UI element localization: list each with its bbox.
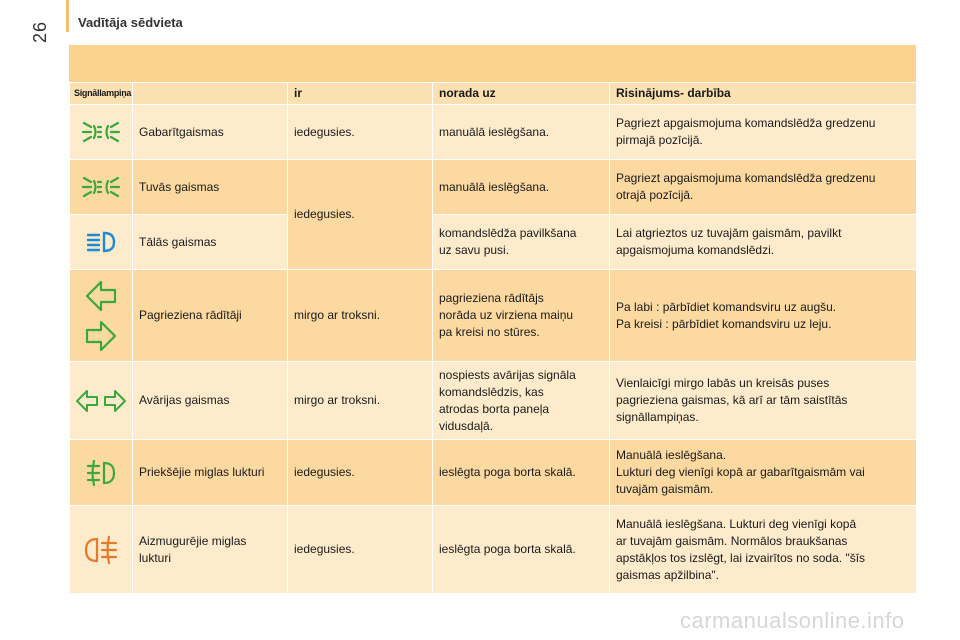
page-number: 26: [30, 20, 50, 43]
action-line: otrajā pozīcijā.: [616, 188, 694, 202]
header-meaning: norada uz: [433, 83, 610, 105]
row-meaning: [433, 270, 610, 362]
row-name: Tālās gaismas: [133, 215, 288, 270]
watermark: carmanualsonline.info: [680, 608, 905, 633]
row-name: Tuvās gaismas: [133, 160, 288, 215]
row-name: Gabarītgaismas: [133, 105, 288, 160]
row-state: iedegusies.: [288, 160, 433, 270]
row-action: [610, 440, 917, 506]
warning-lamp-table: [69, 82, 917, 594]
action-line: ar tuvajām gaismām. Normālos braukšanas: [616, 533, 848, 548]
row-action: [610, 160, 917, 215]
row-name: Priekšējie miglas lukturi: [133, 440, 288, 506]
action-line: Lukturi deg vienīgi kopā ar gabarītgaismām vai: [616, 465, 865, 479]
hazard-warning-icon: [70, 362, 133, 440]
action-line: signāllampiņas.: [616, 410, 699, 424]
row-meaning: manuālā ieslēgšana.: [433, 160, 610, 215]
action-line: Lai atgrieztos uz tuvajām gaismām, pavilkt: [616, 226, 842, 240]
meaning-line: nospiests avārijas signāla: [439, 367, 576, 382]
dipped-beam-icon: [70, 160, 133, 215]
action-line: apgaismojuma komandslēdzi.: [616, 243, 775, 257]
row-action: [610, 215, 917, 270]
action-line: Pagriezt apgaismojuma komandslēdža gredzenu: [616, 116, 876, 130]
row-state: mirgo ar troksni.: [288, 362, 433, 440]
meaning-line: uz savu pusi.: [439, 243, 510, 257]
side-rule: [66, 0, 69, 32]
row-meaning: ieslēgta poga borta skalā.: [433, 440, 610, 506]
row-name: [133, 506, 288, 594]
row-action: [610, 270, 917, 362]
meaning-line: pa kreisi no stūres.: [439, 325, 540, 339]
action-line: Manuālā ieslēgšana.: [616, 448, 727, 462]
row-state: iedegusies.: [288, 506, 433, 594]
name-line: Aizmugurējie miglas: [139, 533, 247, 548]
table-header-row: [70, 83, 917, 105]
name-line: lukturi: [139, 550, 172, 565]
row-action: [610, 362, 917, 440]
table-row: [70, 160, 917, 215]
row-action: [610, 506, 917, 594]
action-line: pirmajā pozīcijā.: [616, 133, 703, 147]
table-row: [70, 362, 917, 440]
table-row: [70, 105, 917, 160]
table-title-band: [69, 45, 916, 82]
action-line: gaismas apžilbina".: [616, 567, 719, 582]
row-meaning: [433, 215, 610, 270]
action-line: Manuālā ieslēgšana. Lukturi deg vienīgi kopā: [616, 516, 857, 531]
row-meaning: manuālā ieslēgšana.: [433, 105, 610, 160]
action-line: Pa labi : pārbīdiet komandsviru uz augšu.: [616, 299, 837, 314]
section-title: Vadītāja sēdvieta: [78, 15, 183, 30]
direction-indicators-icon: [70, 270, 133, 362]
row-action: [610, 105, 917, 160]
action-line: Pa kreisi : pārbīdiet komandsviru uz leju.: [616, 316, 832, 331]
meaning-line: norāda uz virziena maiņu: [439, 308, 574, 322]
row-state: iedegusies.: [288, 440, 433, 506]
row-name: Pagrieziena rādītāji: [133, 270, 288, 362]
header-name: [133, 83, 288, 105]
header-state: ir: [288, 83, 433, 105]
meaning-line: vidusdaļā.: [439, 418, 494, 433]
sidelights-icon: [70, 105, 133, 160]
main-beam-icon: [70, 215, 133, 270]
header-lamp: Signāllampiņa: [70, 83, 133, 105]
table-row: [70, 215, 917, 270]
table-row: [70, 506, 917, 594]
action-line: apstākļos tos izslēgt, lai izvairītos no soda. "šīs: [616, 550, 866, 565]
row-state: iedegusies.: [288, 105, 433, 160]
row-meaning: [433, 362, 610, 440]
row-meaning: ieslēgta poga borta skalā.: [433, 506, 610, 594]
action-line: pagrieziena gaismas, kā arī ar tām saistītās: [616, 393, 848, 407]
meaning-line: komandslēdzis, kas: [439, 384, 544, 399]
rear-fog-icon: [70, 506, 133, 594]
meaning-line: pagrieziena rādītājs: [439, 291, 544, 305]
table-row: [70, 270, 917, 362]
action-line: Pagriezt apgaismojuma komandslēdža gredzenu: [616, 171, 876, 185]
action-line: tuvajām gaismām.: [616, 482, 714, 496]
meaning-line: atrodas borta paneļa: [439, 401, 550, 416]
front-fog-icon: [70, 440, 133, 506]
header-action: Risinājums- darbība: [610, 83, 917, 105]
meaning-line: komandslēdža pavilkšana: [439, 226, 577, 240]
row-name: Avārijas gaismas: [133, 362, 288, 440]
table-row: [70, 440, 917, 506]
action-line: Vienlaicīgi mirgo labās un kreisās puses: [616, 376, 830, 390]
row-state: mirgo ar troksni.: [288, 270, 433, 362]
